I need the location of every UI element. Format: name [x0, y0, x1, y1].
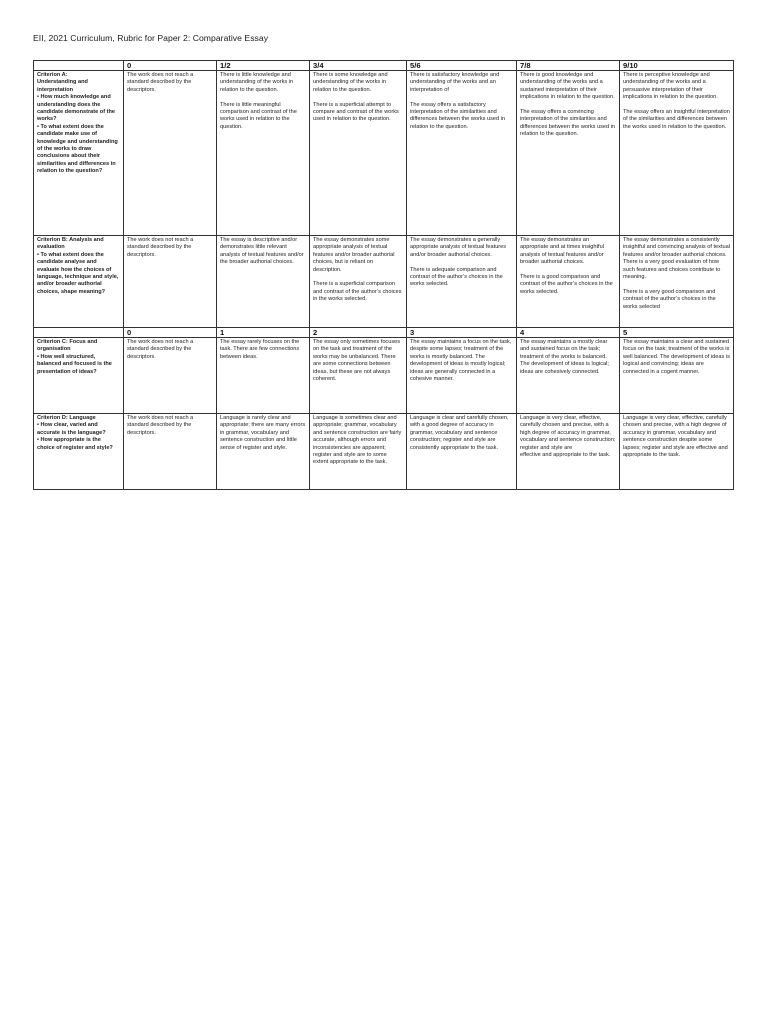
descriptor-cell: The essay demonstrates a generally appropriate analysis of textual features and/or broader authorial choices. There is adequate comparison and contrast of the author’s choices in the works selected. — [407, 236, 517, 328]
band-header-cell: 1/2 — [217, 61, 310, 71]
descriptor-cell: Language is sometimes clear and appropriate; grammar, vocabulary and sentence construction are fairly accurate, although errors and inconsistencies are apparent; register and style are to some extent appropriate to the task. — [310, 414, 407, 490]
criterion-b-cell: Criterion B: Analysis and evaluation • To what extent does the candidate analyse and evaluate how the choices of language, technique and style, and/or broader authorial choices, shape meaning? — [34, 236, 124, 328]
descriptor-cell: The work does not reach a standard described by the descriptors. — [124, 236, 217, 328]
band-header-cell: 3/4 — [310, 61, 407, 71]
descriptor-cell: The essay demonstrates a consistently insightful and convincing analysis of textual features and/or broader authorial choices. There is a very good evaluation of how such features and choices contribute to meaning. There is a very good comparison and contrast of the author’s choices in the works selected — [620, 236, 734, 328]
descriptor-cell: The essay demonstrates some appropriate analysis of textual features and/or broader authorial choices, but is reliant on description. There is a superficial comparison and contrast of the author’s choices in the works selected. — [310, 236, 407, 328]
criterion-d-cell: Criterion D: Language • How clear, varied and accurate is the language? • How appropriate is the choice of register and style? — [34, 414, 124, 490]
descriptor-cell: The essay rarely focuses on the task. There are few connections between ideas. — [217, 338, 310, 414]
mark-header-cell: 3 — [407, 328, 517, 338]
mark-header-row — [34, 328, 734, 338]
descriptor-cell: There is good knowledge and understanding of the works and a sustained interpretation of their implications in relation to the question. The essay offers a convincing interpretation of the similarities and differences between the works used in relation to the question. — [517, 71, 620, 236]
band-header-cell: 9/10 — [620, 61, 734, 71]
header-corner-cell — [34, 328, 124, 338]
descriptor-cell: Language is very clear, effective, carefully chosen and precise, with a high degree of accuracy in grammar, vocabulary and sentence construction; register and style are effective and appropriate to the task. — [517, 414, 620, 490]
descriptor-cell: There is little knowledge and understanding of the works in relation to the question. There is little meaningful comparison and contrast of the works used in relation to the question. — [217, 71, 310, 236]
descriptor-cell: The work does not reach a standard described by the descriptors. — [124, 338, 217, 414]
rubric-table — [33, 60, 734, 490]
descriptor-cell: The work does not reach a standard described by the descriptors. — [124, 414, 217, 490]
band-header-cell: 7/8 — [517, 61, 620, 71]
mark-header-cell: 1 — [217, 328, 310, 338]
descriptor-cell: The essay demonstrates an appropriate and at times insightful analysis of textual features and/or broader authorial choices. There is a good comparison and contrast of the author’s choices in the works selected. — [517, 236, 620, 328]
descriptor-cell: The essay maintains a mostly clear and sustained focus on the task; treatment of the works is balanced. The development of ideas is logical; ideas are cohesively connected. — [517, 338, 620, 414]
band-header-cell: 0 — [124, 61, 217, 71]
mark-header-cell: 2 — [310, 328, 407, 338]
band-header-cell: 5/6 — [407, 61, 517, 71]
descriptor-cell: There is some knowledge and understanding of the works in relation to the question. There is a superficial attempt to compare and contrast of the works used in relation to the question. — [310, 71, 407, 236]
descriptor-cell: The work does not reach a standard described by the descriptors. — [124, 71, 217, 236]
descriptor-cell: Language is very clear, effective, carefully chosen and precise, with a high degree of accuracy in grammar, vocabulary and sentence construction despite some lapses; register and style are effective and appropriate to the task. — [620, 414, 734, 490]
page-title: EII, 2021 Curriculum, Rubric for Paper 2: Comparative Essay — [33, 33, 269, 43]
descriptor-cell: The essay only sometimes focuses on the task and treatment of the works may be unbalanced. There are some connections between ideas, but these are not always coherent. — [310, 338, 407, 414]
criterion-d-row — [34, 414, 734, 490]
descriptor-cell: Language is rarely clear and appropriate; there are many errors in grammar, vocabulary and sentence construction and little sense of register and style. — [217, 414, 310, 490]
band-header-row — [34, 61, 734, 71]
descriptor-cell: The essay maintains a clear and sustained focus on the task; treatment of the works is well balanced. The development of ideas is logical and convincing; ideas are connected in a cogent manner. — [620, 338, 734, 414]
descriptor-cell: There is satisfactory knowledge and understanding of the works and an interpretation of The essay offers a satisfactory interpretation of the similarities and differences between the works used in relation to the question. — [407, 71, 517, 236]
mark-header-cell: 0 — [124, 328, 217, 338]
descriptor-cell: The essay is descriptive and/or demonstrates little relevant analysis of textual features and/or the broader authorial choices. — [217, 236, 310, 328]
descriptor-cell: Language is clear and carefully chosen, with a good degree of accuracy in grammar, vocabulary and sentence construction; register and style are consistently appropriate to the task. — [407, 414, 517, 490]
criterion-c-cell: Criterion C: Focus and organisation • How well structured, balanced and focused is the presentation of ideas? — [34, 338, 124, 414]
descriptor-cell: The essay maintains a focus on the task, despite some lapses; treatment of the works is mostly balanced. The development of ideas is mostly logical; ideas are generally connected in a cohesive manner. — [407, 338, 517, 414]
criterion-a-cell: Criterion A: Understanding and interpretation • How much knowledge and understanding does the candidate demonstrate of the works? • To what extent does the candidate make use of knowledge and understanding of the works to draw conclusions about their similarities and differences in relation to the question? — [34, 71, 124, 236]
header-corner-cell — [34, 61, 124, 71]
mark-header-cell: 5 — [620, 328, 734, 338]
criterion-c-row — [34, 338, 734, 414]
criterion-a-row — [34, 71, 734, 236]
descriptor-cell: There is perceptive knowledge and understanding of the works and a persuasive interpretation of their implications in relation to the question. The essay offers an insightful interpretation of the similarities and differences between the works used in relation to the question. — [620, 71, 734, 236]
mark-header-cell: 4 — [517, 328, 620, 338]
criterion-b-row — [34, 236, 734, 328]
